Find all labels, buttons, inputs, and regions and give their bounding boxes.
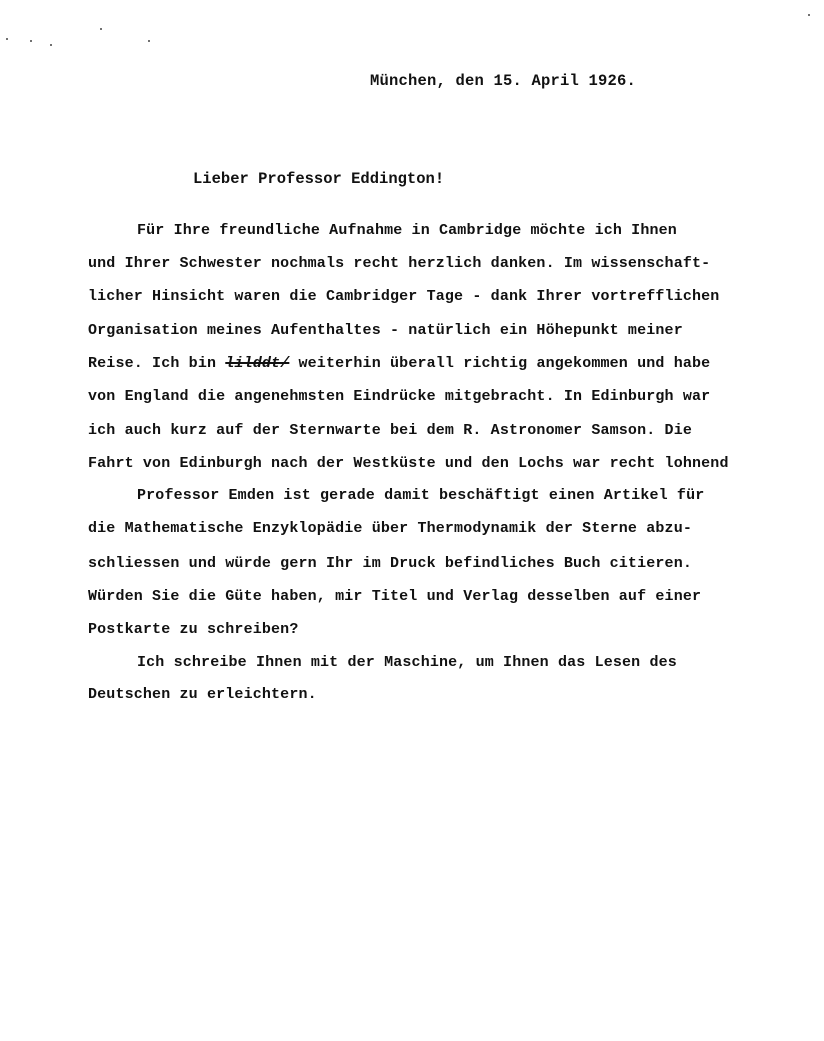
letter-line: Ich schreibe Ihnen mit der Maschine, um Ihnen das Lesen des (137, 654, 677, 671)
scan-speck (808, 14, 810, 16)
letter-salutation: Lieber Professor Eddington! (193, 170, 445, 188)
letter-line-end: weiterhin überall richtig angekommen und habe (298, 355, 711, 372)
letter-line: Postkarte zu schreiben? (88, 621, 299, 638)
letter-line: Deutschen zu erleichtern. (88, 686, 317, 703)
letter-line: Würden Sie die Güte haben, mir Titel und Verlag desselben auf einer (88, 588, 702, 605)
scan-speck (148, 40, 150, 42)
letter-line: Organisation meines Aufenthaltes - natürlich ein Höhepunkt meiner (88, 322, 683, 339)
letter-line: ich auch kurz auf der Sternwarte bei dem R. Astronomer Samson. Die (88, 422, 692, 439)
scan-speck (6, 38, 8, 40)
letter-line-start: Reise. Ich bin (88, 355, 217, 372)
scan-speck (30, 40, 32, 42)
letter-line: und Ihrer Schwester nochmals recht herzlich danken. Im wissenschaft- (88, 255, 711, 272)
letter-line: von England die angenehmsten Eindrücke mitgebracht. In Edinburgh war (88, 388, 711, 405)
letter-line: schliessen und würde gern Ihr im Druck befindliches Buch citieren. (88, 555, 692, 572)
scan-speck (100, 28, 102, 30)
letter-line: licher Hinsicht waren die Cambridger Tage - dank Ihrer vortrefflichen (88, 288, 720, 305)
letter-line: Für Ihre freundliche Aufnahme in Cambridge möchte ich Ihnen (137, 222, 677, 239)
struck-through-word: lilddt/ (225, 355, 290, 372)
letter-line (88, 355, 710, 372)
scan-speck (50, 44, 52, 46)
letter-line: Fahrt von Edinburgh nach der Westküste und den Lochs war recht lohnend (88, 455, 729, 472)
letter-line: Professor Emden ist gerade damit beschäftigt einen Artikel für (137, 487, 705, 504)
letter-dateline: München, den 15. April 1926. (370, 72, 637, 90)
letter-line: die Mathematische Enzyklopädie über Thermodynamik der Sterne abzu- (88, 520, 692, 537)
